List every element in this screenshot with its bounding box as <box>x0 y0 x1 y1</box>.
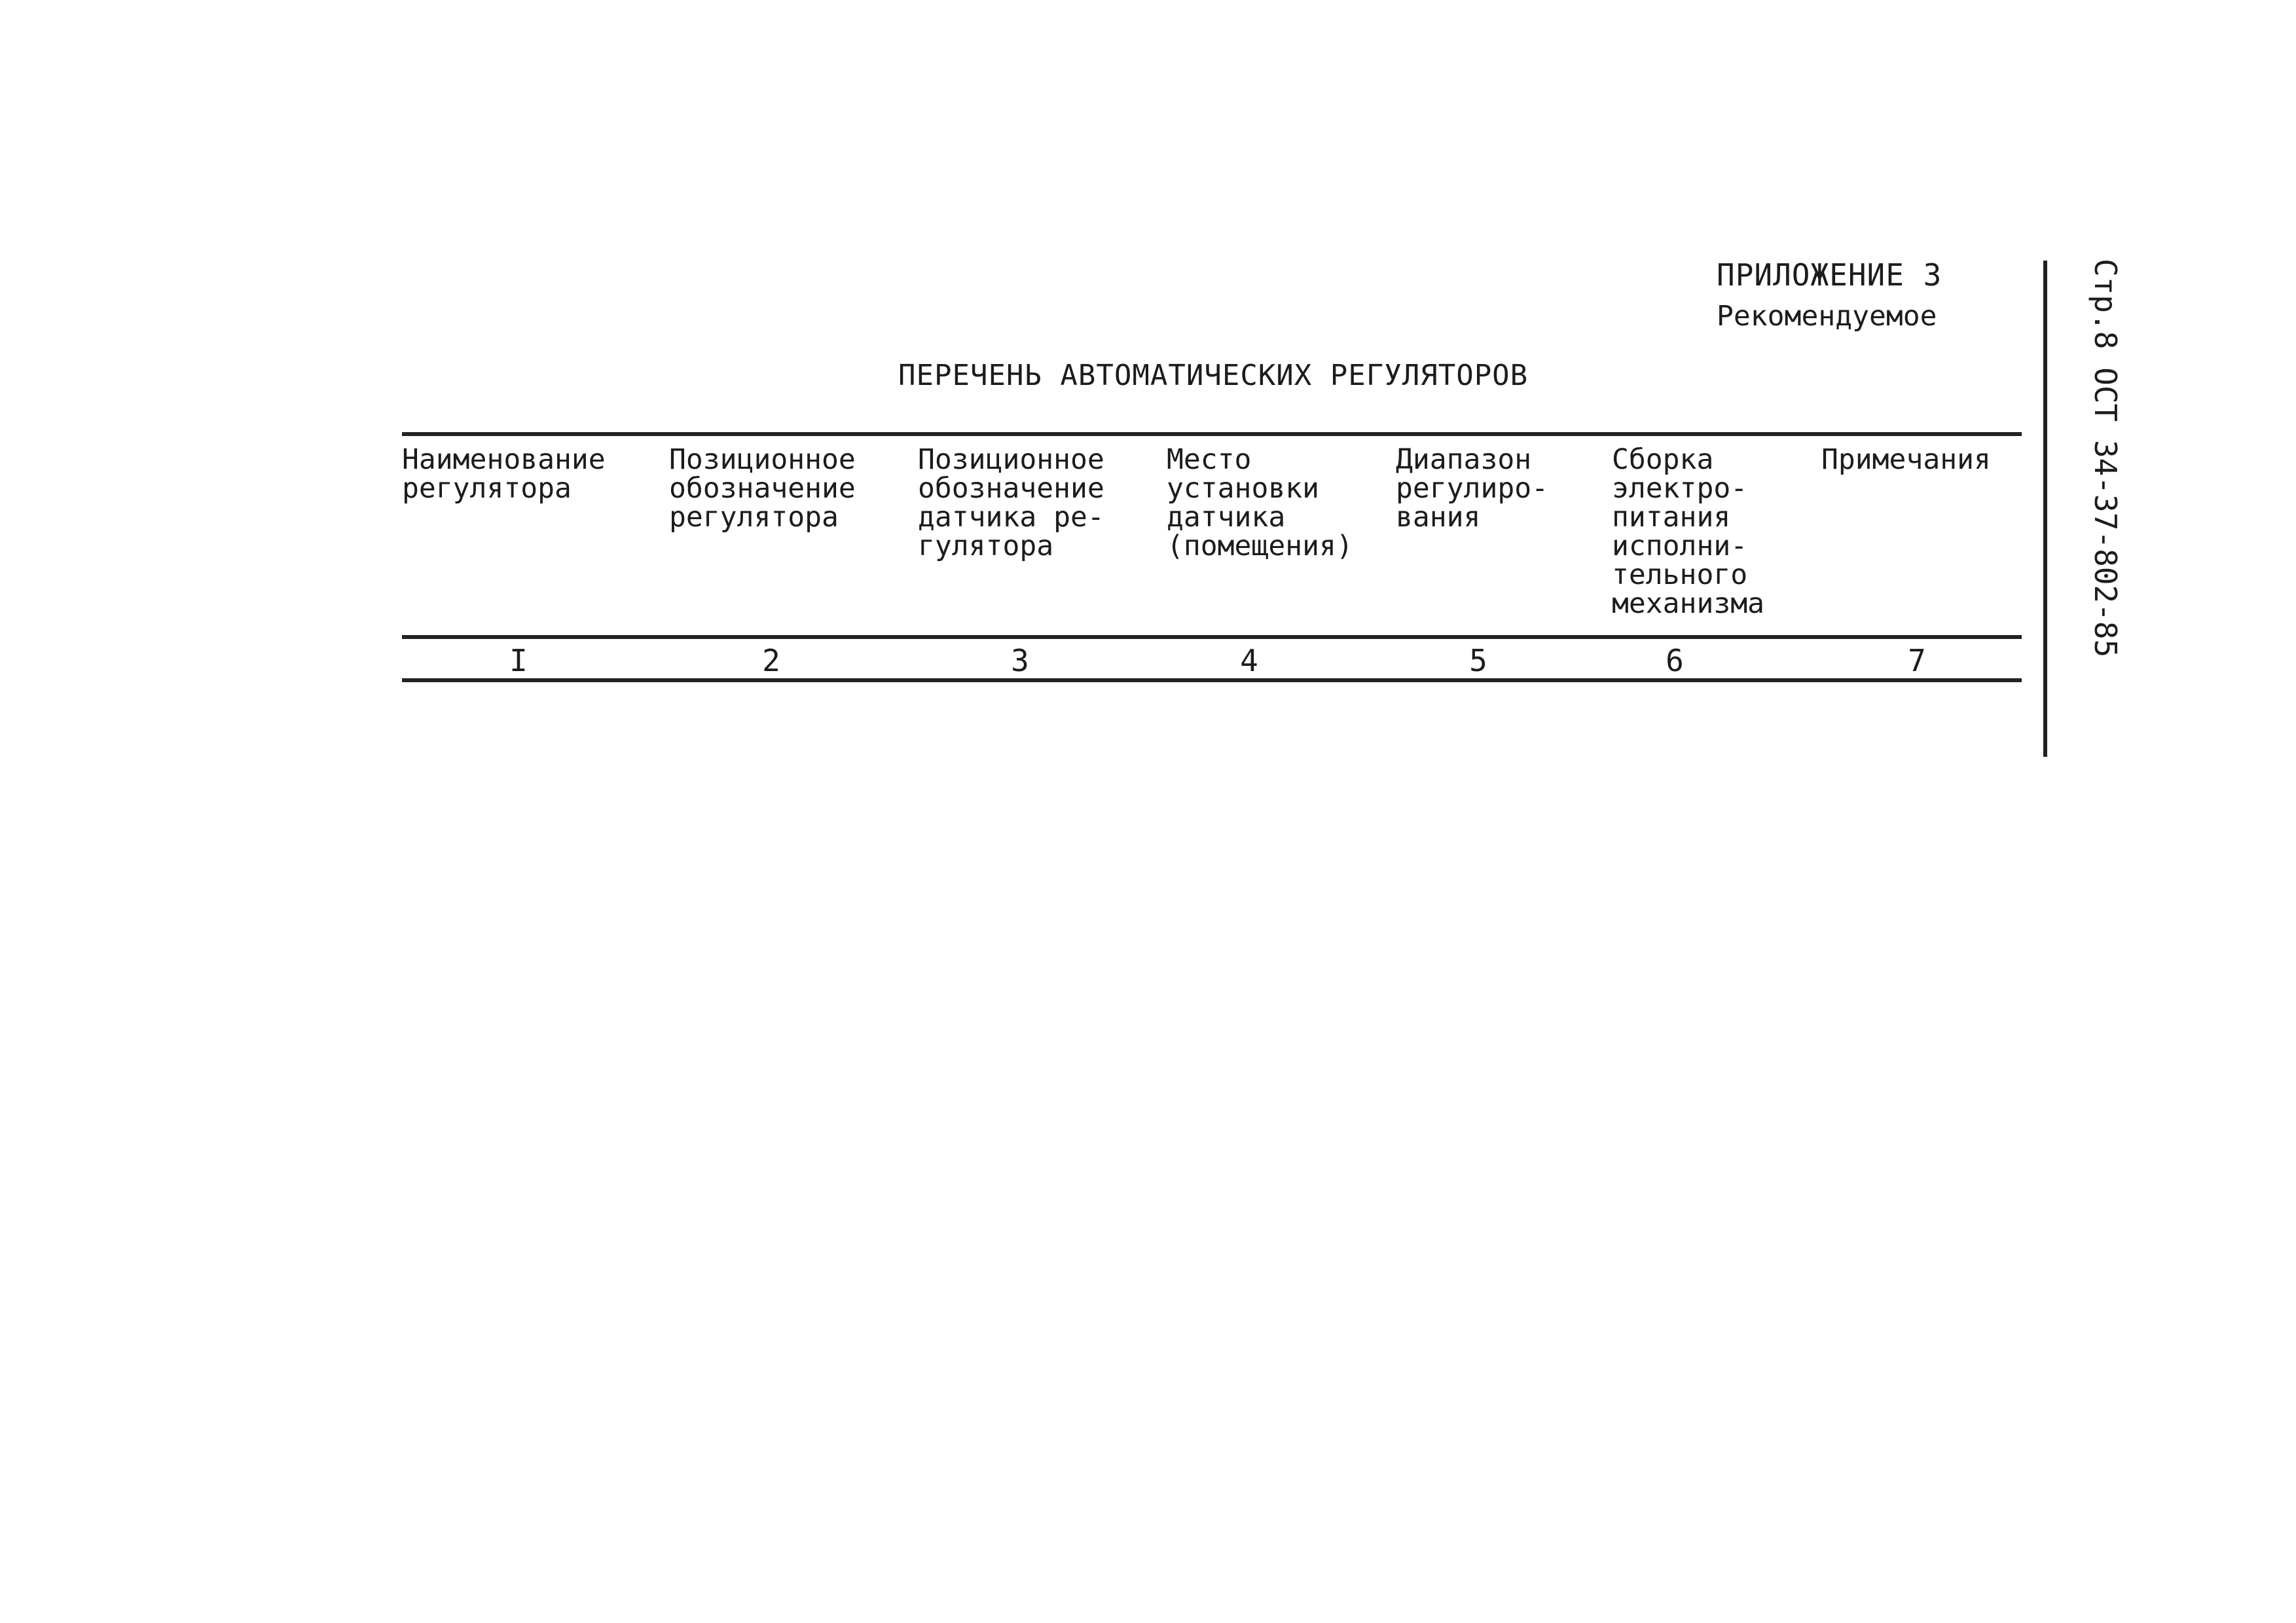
column-header-regulator-name: Наименование регулятора <box>402 443 606 505</box>
appendix-label: ПРИЛОЖЕНИЕ 3 <box>1717 257 1942 293</box>
column-header-range: Диапазон регулиро- вания <box>1396 443 1548 534</box>
column-number-1: I <box>509 643 528 678</box>
column-number-5: 5 <box>1469 643 1487 678</box>
table-header-rule <box>402 635 2022 639</box>
column-number-2: 2 <box>762 643 780 678</box>
column-number-6: 6 <box>1666 643 1684 678</box>
column-number-3: 3 <box>1011 643 1029 678</box>
document-title: ПЕРЕЧЕНЬ АВТОМАТИЧЕСКИХ РЕГУЛЯТОРОВ <box>898 359 1529 392</box>
column-number-4: 4 <box>1240 643 1258 678</box>
column-header-regulator-position: Позиционное обозначение регулятора <box>669 443 856 534</box>
column-number-7: 7 <box>1908 643 1926 678</box>
column-header-sensor-position: Позиционное обозначение датчика ре- гулятора <box>918 443 1104 562</box>
column-header-power-assembly: Сборка электро- питания исполни- тельного механизма <box>1612 443 1764 620</box>
appendix-note: Рекомендуемое <box>1717 300 1937 333</box>
table-bottom-rule <box>402 678 2022 682</box>
column-header-sensor-location: Место установки датчика (помещения) <box>1167 443 1353 562</box>
column-header-notes: Примечания <box>1821 443 1991 476</box>
table-top-rule <box>402 432 2022 436</box>
page-reference: Стр.8 ОСТ 34-37-802-85 <box>2088 259 2123 658</box>
margin-rule <box>2043 261 2047 757</box>
